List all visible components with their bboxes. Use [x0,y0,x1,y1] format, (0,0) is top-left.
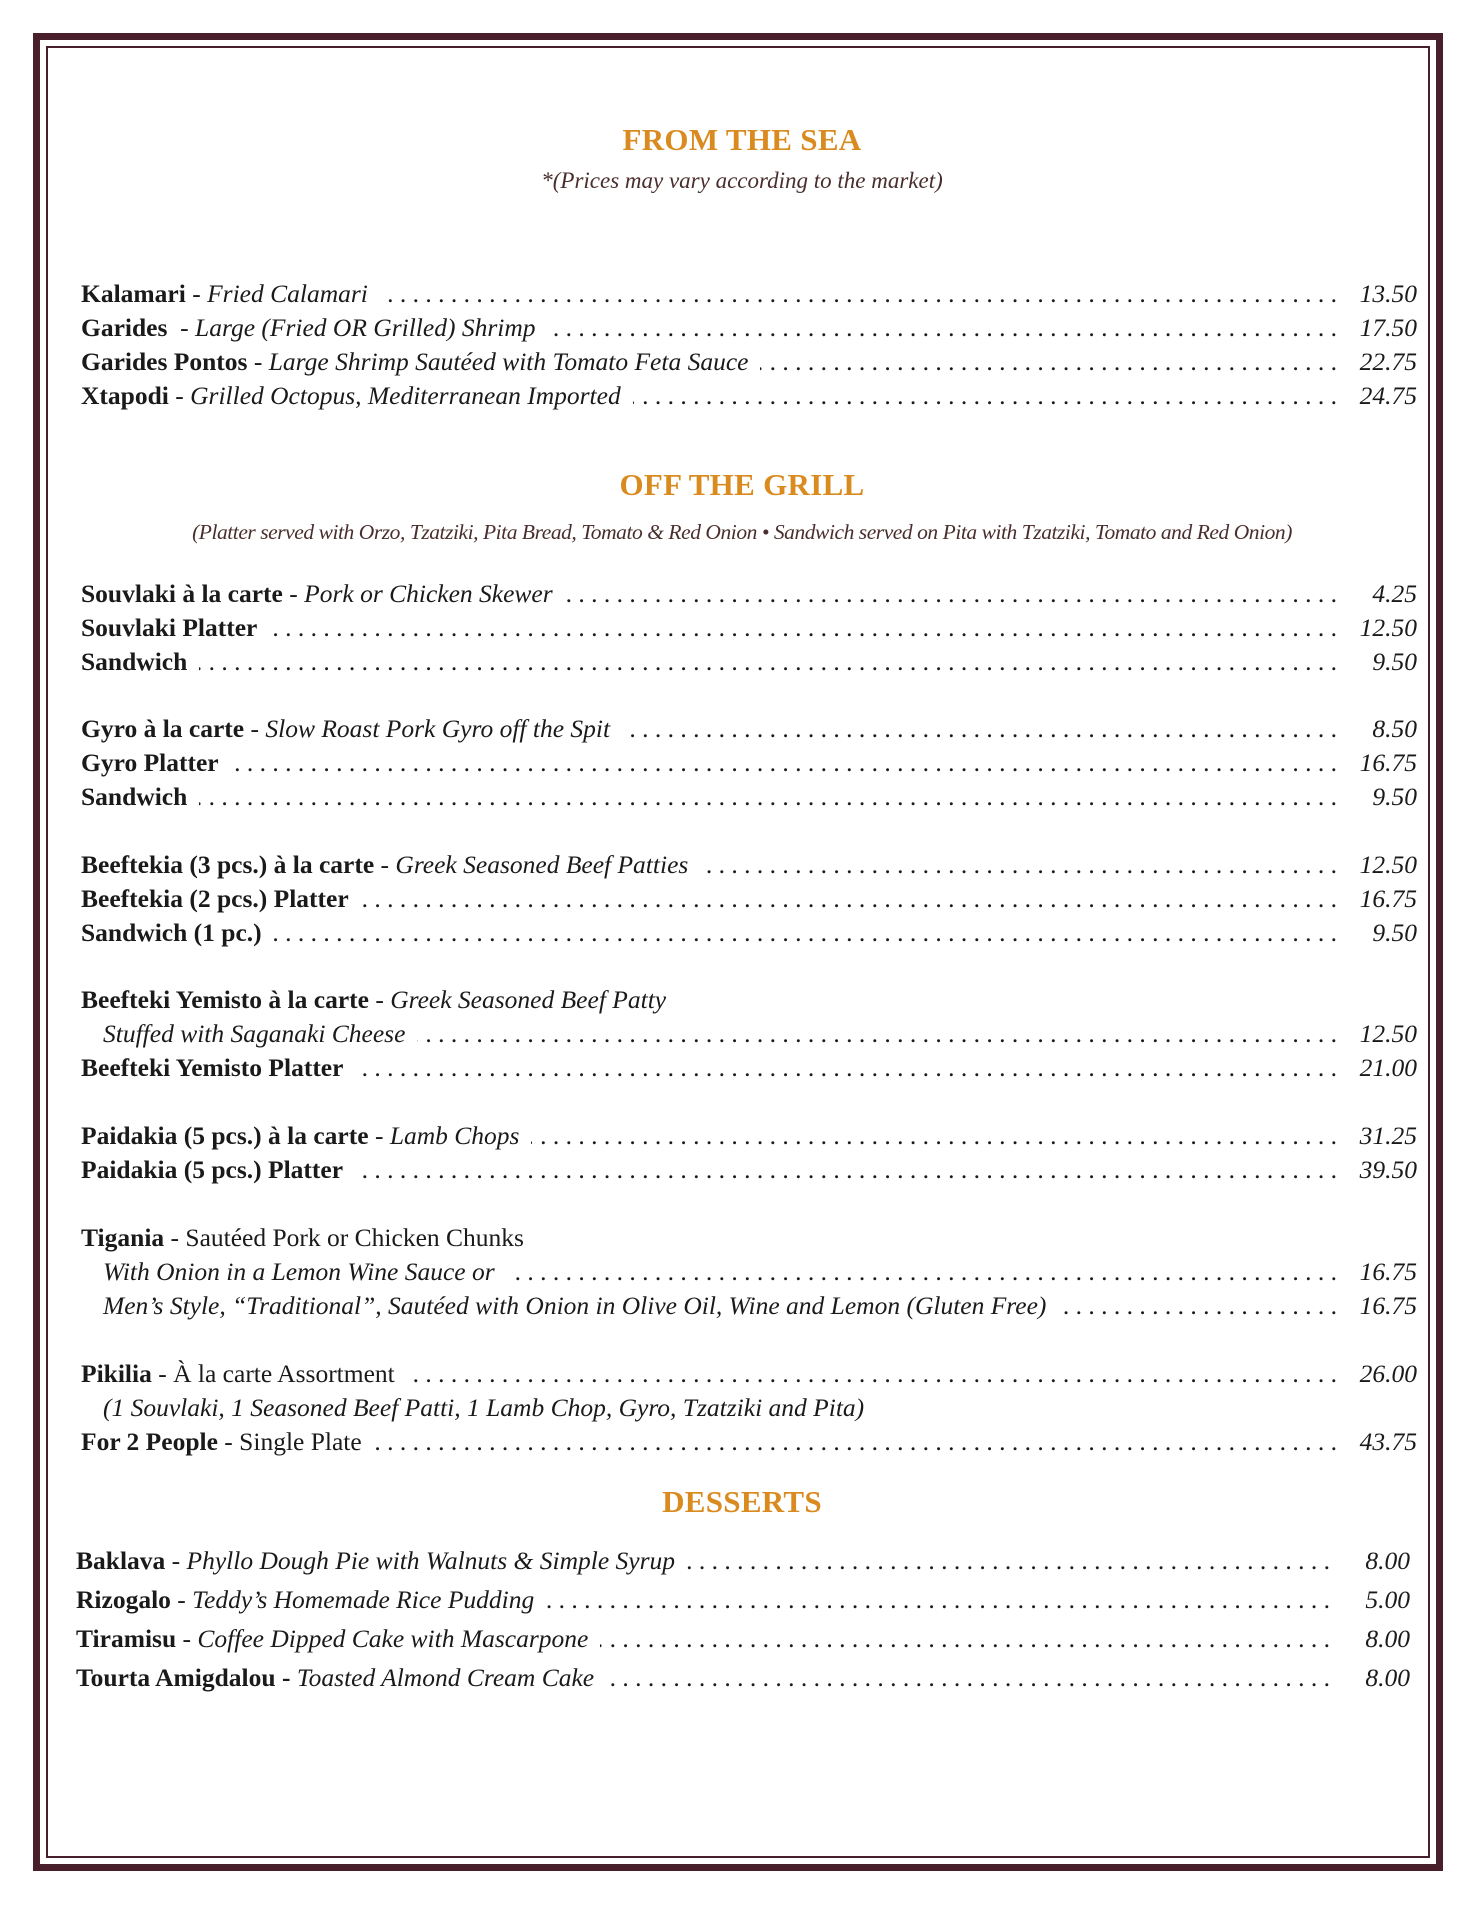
dot-leader [1058,1289,1337,1323]
menu-item [81,882,1417,916]
item-description: À la carte Assortment [173,1359,395,1388]
item-price: 16.75 [1359,884,1417,913]
menu-item [81,611,1417,645]
item-price: 39.50 [1359,1155,1417,1184]
dot-leader [600,1622,1330,1656]
item-description: Sautéed Pork or Chicken Chunks [185,1223,524,1252]
dot-leader [622,712,1337,746]
item-price: 16.75 [1359,1257,1417,1286]
dot-leader [199,645,1337,679]
dot-leader [700,848,1337,882]
item-name: Tiramisu [76,1624,177,1653]
menu-item: Garides - Large (Fried OR Grilled) Shrimp . . . 17.50 [81,311,1417,345]
item-price: 17.50 [1359,313,1417,342]
item-description: Toasted Almond Cream Cake [296,1663,595,1692]
menu-item [81,1153,1417,1187]
item-name: Gyro Platter [81,748,219,777]
item-description: Coffee Dipped Cake with Mascarpone [197,1624,589,1653]
dot-leader [274,916,1337,950]
item-description: Fried Calamari [207,279,368,308]
item-name: Beeftekia (3 pcs.) à la carte [81,850,375,879]
menu-item: Souvlaki à la carte - Pork or Chicken Skewer . . . 4.25 [81,577,1417,611]
pikilia-contents: (1 Souvlaki, 1 Seasoned Beef Patti, 1 Lamb Chop, Gyro, Tzatziki and Pita) [103,1393,865,1422]
item-name: Souvlaki à la carte [81,579,283,608]
menu-item-heading: Beefteki Yemisto à la carte - Greek Seasoned Beef Patty [81,985,667,1014]
item-price: 24.75 [1359,381,1417,410]
item-name: For 2 People [81,1427,218,1456]
grill-serving-note: (Platter served with Orzo, Tzatziki, Pita Bread, Tomato & Red Onion • Sandwich served on Pita with Tzatziki, Tomato and Red Onion) [192,520,1292,544]
dot-leader [507,1255,1337,1289]
dot-leader [760,345,1337,379]
item-description: Greek Seasoned Beef Patty [390,985,667,1014]
dot-leader [374,1425,1337,1459]
menu-item [81,645,1417,679]
item-price: 22.75 [1359,347,1417,376]
menu-item: Pikilia - À la carte Assortment . . . 26.00 [81,1357,1417,1391]
item-name: Baklava [76,1546,166,1575]
menu-item: Gyro à la carte - Slow Roast Pork Gyro off the Spit . . . 8.50 [81,712,1417,746]
item-name: Xtapodi [81,381,169,410]
dot-leader [687,1544,1330,1578]
item-name: Sandwich [81,782,188,811]
item-name: Beeftekia (2 pcs.) Platter [81,884,349,913]
item-price: 8.00 [1365,1663,1410,1692]
item-description: Lamb Chops [389,1121,520,1150]
section-title-desserts: DESSERTS [662,1484,822,1519]
item-description: Large (Fried OR Grilled) Shrimp [195,313,536,342]
dot-leader [565,577,1337,611]
item-price: 4.25 [1372,579,1417,608]
item-price: 43.75 [1359,1427,1417,1456]
item-name: Sandwich (1 pc.) [81,918,262,947]
item-price: 16.75 [1359,1291,1417,1320]
item-description-continued: Stuffed with Saganaki Cheese [103,1019,406,1048]
item-name: Gyro à la carte [81,714,245,743]
section-title-grill: OFF THE GRILL [619,467,865,502]
item-price: 8.00 [1365,1624,1410,1653]
menu-item: Baklava - Phyllo Dough Pie with Walnuts & Simple Syrup . . . 8.00 [76,1544,1410,1578]
item-description: Slow Roast Pork Gyro off the Spit [265,714,611,743]
dot-leader [199,780,1337,814]
item-price: 12.50 [1359,613,1417,642]
item-price: 21.00 [1359,1053,1417,1082]
dot-leader [633,379,1337,413]
menu-item [81,746,1417,780]
dot-leader [407,1357,1337,1391]
dot-leader [231,746,1337,780]
menu-item [76,1661,1410,1695]
item-price: 13.50 [1359,279,1417,308]
item-name: Tourta Amigdalou - [76,1663,291,1692]
dot-leader [417,1017,1337,1051]
item-name: Garides Pontos [81,347,248,376]
item-description: Grilled Octopus, Mediterranean Imported [190,381,621,410]
item-name: Paidakia (5 pcs.) Platter [81,1155,344,1184]
dot-leader [355,1153,1337,1187]
item-option: With Onion in a Lemon Wine Sauce or [103,1257,495,1286]
item-price: 9.50 [1372,918,1417,947]
menu-item: Beeftekia (3 pcs.) à la carte - Greek Seasoned Beef Patties . . . 12.50 [81,848,1417,882]
menu-item: Rizogalo - Teddy’s Homemade Rice Pudding . . . 5.00 [76,1583,1410,1617]
item-name: Sandwich [81,647,188,676]
item-name: Garides [81,313,168,342]
menu-item [81,1017,1417,1051]
item-name: Kalamari [81,279,186,308]
item-name: Rizogalo [76,1585,171,1614]
item-name: Souvlaki Platter [81,613,258,642]
item-price: 26.00 [1359,1359,1417,1388]
item-name: Tigania [81,1223,165,1252]
dot-leader [548,311,1338,345]
item-price: 8.00 [1365,1546,1410,1575]
menu-item [81,1289,1417,1323]
item-description: Pork or Chicken Skewer [304,579,553,608]
dot-leader [531,1119,1337,1153]
item-description: Teddy’s Homemade Rice Pudding [192,1585,535,1614]
menu-item-heading: Tigania - Sautéed Pork or Chicken Chunks [81,1223,524,1252]
item-option: Men’s Style, “Traditional”, Sautéed with Onion in Olive Oil, Wine and Lemon (Gluten Free) [103,1291,1047,1320]
dot-leader [361,882,1337,916]
dot-leader [269,611,1337,645]
menu-item: Tiramisu - Coffee Dipped Cake with Mascarpone . . . 8.00 [76,1622,1410,1656]
item-description: Single Plate [239,1427,362,1456]
item-name: Pikilia [81,1359,152,1388]
item-price: 8.50 [1372,714,1417,743]
item-price: 31.25 [1359,1121,1417,1150]
item-description: Greek Seasoned Beef Patties [395,850,689,879]
dot-leader [546,1583,1330,1617]
item-price: 5.00 [1365,1585,1410,1614]
item-name: Paidakia (5 pcs.) à la carte [81,1121,369,1150]
dot-leader [380,277,1337,311]
menu-item [81,1051,1417,1085]
menu-item: Paidakia (5 pcs.) à la carte - Lamb Chops . . . 31.25 [81,1119,1417,1153]
item-price: 12.50 [1359,1019,1417,1048]
item-name: Beefteki Yemisto à la carte [81,985,369,1014]
item-description: Phyllo Dough Pie with Walnuts & Simple Syrup [186,1546,676,1575]
item-name: Beefteki Yemisto Platter [81,1053,344,1082]
sea-price-note: *(Prices may vary according to the market) [541,168,943,193]
menu-item: Garides Pontos - Large Shrimp Sautéed with Tomato Feta Sauce . . . 22.75 [81,345,1417,379]
menu-item: Xtapodi - Grilled Octopus, Mediterranean Imported . . . 24.75 [81,379,1417,413]
menu-item: For 2 People - Single Plate . . . 43.75 [81,1425,1417,1459]
item-price: 12.50 [1359,850,1417,879]
dot-leader [606,1661,1330,1695]
menu-item [81,780,1417,814]
item-price: 9.50 [1372,647,1417,676]
section-title-sea: FROM THE SEA [622,122,862,157]
menu-item [81,916,1417,950]
dot-leader [355,1051,1337,1085]
item-price: 16.75 [1359,748,1417,777]
item-price: 9.50 [1372,782,1417,811]
menu-item [81,1255,1417,1289]
item-description: Large Shrimp Sautéed with Tomato Feta Sauce [268,347,749,376]
menu-item: Kalamari - Fried Calamari . . . 13.50 [81,277,1417,311]
